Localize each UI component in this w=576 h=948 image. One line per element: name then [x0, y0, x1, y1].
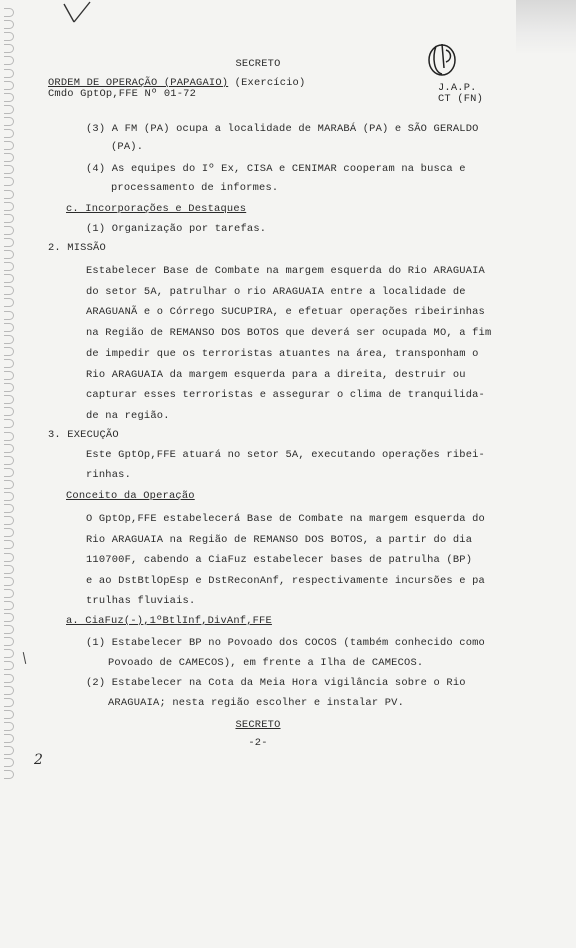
binder-hole — [4, 649, 14, 658]
binder-hole — [4, 589, 14, 598]
binder-hole — [4, 323, 14, 332]
binder-hole — [4, 516, 14, 525]
binder-hole — [4, 93, 14, 102]
binder-hole — [4, 395, 14, 404]
execucao-heading: 3. EXECUÇÃO — [48, 429, 119, 441]
binder-hole — [4, 311, 14, 320]
page-number: -2- — [248, 737, 268, 749]
missao-line: na Região de REMANSO DOS BOTOS que deverá ser ocupada MO, a fim — [86, 327, 492, 340]
binder-hole — [4, 262, 14, 271]
binder-hole — [4, 359, 14, 368]
pen-stroke-mark — [60, 0, 100, 40]
binder-hole — [4, 274, 14, 283]
binder-hole — [4, 44, 14, 53]
binder-hole — [4, 734, 14, 743]
binder-hole — [4, 553, 14, 562]
conceito-line: trulhas fluviais. — [86, 595, 196, 607]
handwritten-signature — [422, 38, 464, 84]
binder-hole — [4, 480, 14, 489]
binder-hole — [4, 56, 14, 65]
binder-hole — [4, 298, 14, 307]
binder-hole — [4, 613, 14, 622]
binder-hole — [4, 565, 14, 574]
binder-hole — [4, 335, 14, 344]
classification-bottom: SECRETO — [235, 719, 281, 731]
binder-hole — [4, 226, 14, 235]
binder-hole — [4, 686, 14, 695]
binder-hole — [4, 722, 14, 731]
binder-hole — [4, 637, 14, 646]
section-a-item-1-line: Povoado de CAMECOS), em frente a Ilha de CAMECOS. — [108, 657, 424, 669]
execucao-line: rinhas. — [86, 469, 132, 481]
binder-hole — [4, 153, 14, 162]
missao-line: de impedir que os terroristas atuantes na área, transponham o — [86, 347, 479, 360]
missao-line: Estabelecer Base de Combate na margem esquerda do Rio ARAGUAIA — [86, 265, 485, 277]
binder-hole — [4, 468, 14, 477]
initials: J.A.P. — [438, 82, 477, 94]
binder-hole — [4, 444, 14, 453]
binder-hole — [4, 286, 14, 295]
binder-hole — [4, 177, 14, 186]
binder-holes — [2, 8, 18, 778]
binder-hole — [4, 528, 14, 537]
binder-hole — [4, 540, 14, 549]
conceito-line: Rio ARAGUAIA na Região de REMANSO DOS BOTOS, a partir do dia — [86, 533, 473, 546]
item-3-line-2: (PA). — [111, 141, 144, 153]
binder-hole — [4, 20, 14, 29]
binder-hole — [4, 165, 14, 174]
binder-hole — [4, 758, 14, 767]
binder-hole — [4, 432, 14, 441]
binder-hole — [4, 577, 14, 586]
conceito-line: e ao DstBtlOpEsp e DstReconAnf, respectivamente incursões e pa — [86, 574, 485, 587]
missao-heading: 2. MISSÃO — [48, 242, 106, 254]
binder-hole — [4, 32, 14, 41]
binder-hole — [4, 105, 14, 114]
binder-hole — [4, 770, 14, 779]
missao-line: do setor 5A, patrulhar o rio ARAGUAIA entre a localidade de — [86, 285, 466, 298]
section-a-item-1-line: (1) Estabelecer BP no Povoado dos COCOS (também conhecido como — [86, 637, 485, 649]
binder-hole — [4, 117, 14, 126]
binder-hole — [4, 129, 14, 138]
conceito-line: 110700F, cabendo a CiaFuz estabelecer bases de patrulha (BP) — [86, 554, 473, 566]
binder-hole — [4, 698, 14, 707]
binder-hole — [4, 674, 14, 683]
item-4-line-1: (4) As equipes do Iº Ex, CISA e CENIMAR cooperam na busca e — [86, 163, 466, 175]
binder-hole — [4, 492, 14, 501]
binder-hole — [4, 141, 14, 150]
order-reference: Cmdo GptOp,FFE Nº 01-72 — [48, 88, 197, 100]
binder-hole — [4, 383, 14, 392]
section-a-item-2-line: ARAGUAIA; nesta região escolher e instalar PV. — [108, 697, 405, 709]
classification-top: SECRETO — [235, 58, 281, 70]
binder-hole — [4, 347, 14, 356]
binder-hole — [4, 250, 14, 259]
execucao-line: Este GptOp,FFE atuará no setor 5A, executando operações ribei- — [86, 449, 485, 461]
section-a-heading: a. CiaFuz(-),1ºBtlInf,DivAnf,FFE — [66, 615, 272, 627]
binder-hole — [4, 601, 14, 610]
binder-hole — [4, 419, 14, 428]
binder-hole — [4, 214, 14, 223]
binder-hole — [4, 504, 14, 513]
binder-hole — [4, 371, 14, 380]
binder-hole — [4, 238, 14, 247]
margin-tick-mark — [23, 652, 26, 664]
binder-hole — [4, 202, 14, 211]
binder-hole — [4, 746, 14, 755]
missao-line: capturar esses terroristas e assegurar o clima de tranquilida- — [86, 389, 485, 402]
handwritten-margin-note: 2 — [34, 752, 43, 768]
order-title-suffix: (Exercício) — [234, 77, 306, 89]
copy-designation: CT (FN) — [438, 93, 484, 105]
conceito-line: O GptOp,FFE estabelecerá Base de Combate na margem esquerda do — [86, 513, 485, 525]
binder-hole — [4, 407, 14, 416]
section-a-item-2-line: (2) Estabelecer na Cota da Meia Hora vigilância sobre o Rio — [86, 677, 466, 689]
binder-hole — [4, 625, 14, 634]
missao-line: de na região. — [86, 409, 170, 422]
binder-hole — [4, 710, 14, 719]
binder-hole — [4, 81, 14, 90]
binder-hole — [4, 190, 14, 199]
section-c-heading: c. Incorporações e Destaques — [66, 203, 247, 215]
binder-hole — [4, 456, 14, 465]
binder-hole — [4, 8, 14, 17]
item-3-line-1: (3) A FM (PA) ocupa a localidade de MARABÁ (PA) e SÃO GERALDO — [86, 123, 479, 135]
item-4-line-2: processamento de informes. — [111, 182, 279, 194]
order-title: ORDEM DE OPERAÇÃO (PAPAGAIO) — [48, 77, 229, 89]
binder-hole — [4, 69, 14, 78]
missao-line: Rio ARAGUAIA da margem esquerda para a direita, destruir ou — [86, 368, 466, 381]
corner-stamp-shadow — [516, 0, 576, 55]
missao-line: ARAGUANÃ e o Córrego SUCUPIRA, e efetuar operações ribeirinhas — [86, 306, 485, 319]
conceito-heading: Conceito da Operação — [66, 490, 195, 502]
section-c-item-1: (1) Organização por tarefas. — [86, 223, 267, 235]
binder-hole — [4, 661, 14, 670]
